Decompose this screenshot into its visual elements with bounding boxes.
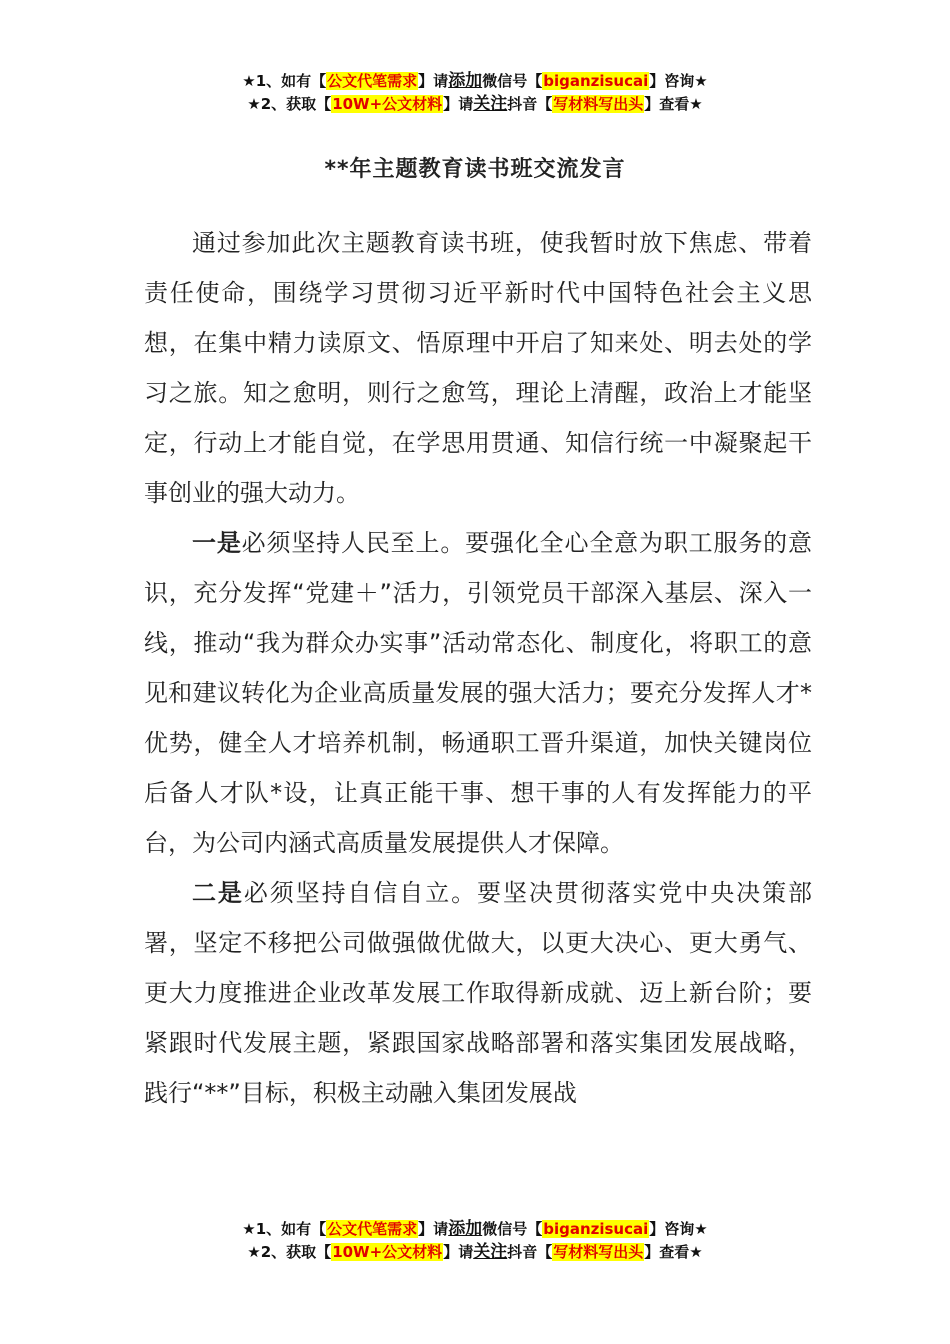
promo-text: ★1、如有【 (242, 1220, 327, 1238)
promo-text: 】请 (418, 72, 449, 90)
promo-highlight: 10W+公文材料 (332, 1243, 443, 1261)
paragraph-text: 必须坚持自信自立。要坚决贯彻落实党中央决策部署，坚定不移把公司做强做优做大，以更大决心、更大勇气、更大力度推进企业改革发展工作取得新成就、迈上新台阶；要紧跟时代发展主题，紧跟国家战略部署和落实集团发展战略，践行“**”目标，积极主动融入集团发展战 (144, 879, 813, 1107)
promo-highlight-douyin: 写材料写出头 (553, 95, 644, 113)
promo-emphasis: 添加 (448, 1219, 483, 1239)
document-body (144, 218, 812, 1118)
promo-highlight: 公文代笔需求 (327, 1220, 418, 1238)
promo-highlight: 10W+公文材料 (332, 95, 443, 113)
paragraph-lead: 一是 (192, 529, 242, 557)
promo-line-2 (0, 93, 950, 116)
paragraph-text: 必须坚持人民至上。要强化全心全意为职工服务的意识，充分发挥“党建＋”活力，引领党员干部深入基层、深入一线，推动“我为群众办实事”活动常态化、制度化，将职工的意见和建议转化为企业高质量发展的强大活力；要充分发挥人才*优势，健全人才培养机制，畅通职工晋升渠道，加快关键岗位后备人才队*设，让真正能干事、想干事的人有发挥能力的平台，为公司内涵式高质量发展提供人才保障。 (144, 529, 813, 857)
top-promo-banner (0, 70, 950, 116)
promo-text: ★2、获取【 (247, 1243, 332, 1261)
promo-text: 抖音【 (507, 95, 553, 113)
paragraph-point-2 (144, 868, 812, 1118)
paragraph-text: 通过参加此次主题教育读书班，使我暂时放下焦虑、带着责任使命，围绕学习贯彻习近平新时代中国特色社会主义思想，在集中精力读原文、悟原理中开启了知来处、明去处的学习之旅。知之愈明，则行之愈笃，理论上清醒，政治上才能坚定，行动上才能自觉，在学思用贯通、知信行统一中凝聚起干事创业的强大动力。 (144, 229, 812, 507)
promo-text: 】查看★ (644, 95, 703, 113)
promo-text: 】查看★ (644, 1243, 703, 1261)
promo-text: ★1、如有【 (242, 72, 327, 90)
promo-text: 】请 (418, 1220, 449, 1238)
promo-highlight-wechat-id: biganzisucai (543, 1220, 649, 1238)
promo-text: 】咨询★ (649, 72, 708, 90)
promo-emphasis: 关注 (473, 94, 508, 114)
promo-text: 抖音【 (507, 1243, 553, 1261)
promo-emphasis: 关注 (473, 1242, 508, 1262)
document-title: **年主题教育读书班交流发言 (324, 157, 626, 182)
promo-highlight: 公文代笔需求 (327, 72, 418, 90)
promo-text: 微信号【 (482, 1220, 543, 1238)
bottom-promo-banner (0, 1218, 950, 1264)
promo-text: 】咨询★ (649, 1220, 708, 1238)
promo-highlight-douyin: 写材料写出头 (553, 1243, 644, 1261)
paragraph-intro (144, 218, 812, 518)
promo-line-2 (0, 1241, 950, 1264)
paragraph-point-1 (144, 518, 812, 868)
promo-text: 】请 (443, 1243, 474, 1261)
promo-text: 微信号【 (482, 72, 543, 90)
promo-line-1 (0, 70, 950, 93)
promo-line-1 (0, 1218, 950, 1241)
promo-text: 】请 (443, 95, 474, 113)
promo-emphasis: 添加 (448, 71, 483, 91)
promo-text: ★2、获取【 (247, 95, 332, 113)
promo-highlight-wechat-id: biganzisucai (543, 72, 649, 90)
paragraph-lead: 二是 (192, 879, 244, 907)
